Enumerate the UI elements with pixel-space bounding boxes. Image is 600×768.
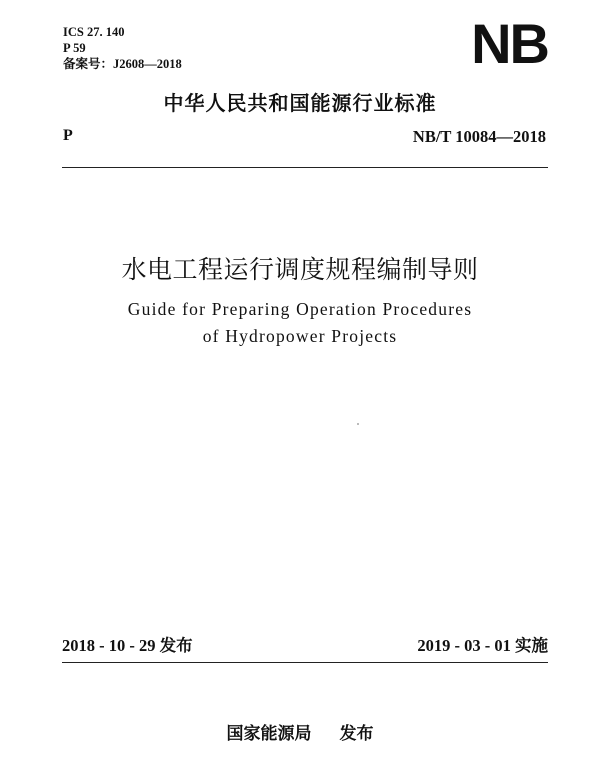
record-number: 备案号：J2608—2018	[63, 57, 182, 71]
title-english-line1: Guide for Preparing Operation Procedures	[127, 299, 473, 319]
title-english-line2: of Hydropower Projects	[202, 326, 398, 346]
implementation-date: 2019 - 03 - 01 实施	[417, 636, 548, 655]
classification-code: P	[63, 127, 73, 144]
publisher-line	[0, 719, 600, 744]
standard-number: NB/T 10084—2018	[412, 127, 546, 146]
bottom-divider	[62, 662, 548, 663]
issuer-title: 中华人民共和国能源行业标准	[163, 91, 437, 115]
top-divider	[62, 167, 548, 168]
header-meta	[63, 24, 182, 72]
publisher-action: 发布	[339, 724, 374, 744]
ccs-code: P 59	[63, 41, 86, 55]
issue-date: 2018 - 10 - 29 发布	[62, 636, 193, 655]
ics-code: ICS 27. 140	[63, 25, 125, 39]
title-chinese: 水电工程运行调度规程编制导则	[121, 255, 479, 284]
scan-speck	[357, 423, 359, 425]
publisher-name: 国家能源局	[226, 724, 312, 744]
nb-logo: NB	[471, 12, 548, 75]
